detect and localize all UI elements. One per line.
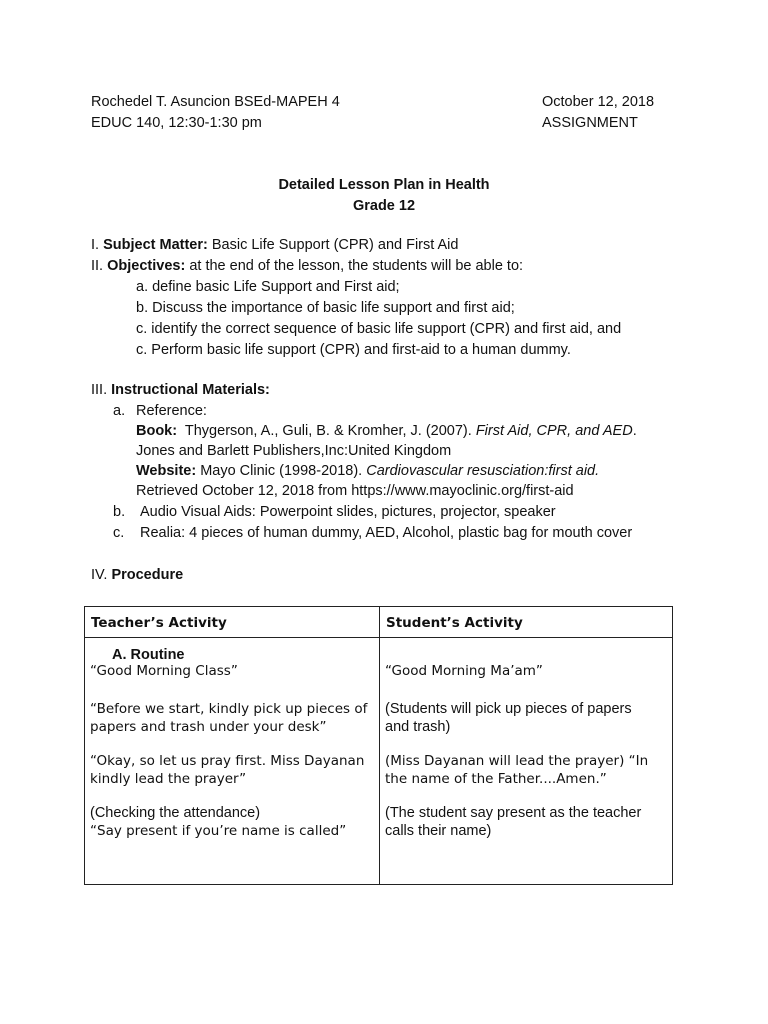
book-label: Book: (136, 423, 178, 439)
teacher-line: “Before we start, kindly pick up pieces of (90, 701, 368, 717)
table-header-row (85, 607, 673, 638)
book-end: . (632, 423, 637, 439)
teacher-line: “Good Morning Class” (90, 663, 238, 679)
table-row (85, 638, 673, 885)
table-header-cell (85, 607, 380, 638)
audio-visual-aids: Audio Visual Aids: Powerpoint slides, pictures, projector, speaker (140, 504, 556, 520)
website-citation: Mayo Clinic (1998-2018). (196, 463, 367, 479)
author-line: Rochedel T. Asuncion BSEd-MAPEH 4 (91, 94, 340, 110)
subject-text: Basic Life Support (CPR) and First Aid (207, 237, 459, 253)
book-publisher: Jones and Barlett Publishers,Inc:United Kingdom (136, 443, 452, 459)
objectives-heading (91, 256, 523, 276)
website-title: Cardiovascular resusciation:first aid. (366, 463, 600, 479)
list-marker: c. (113, 525, 125, 541)
table-header-cell (380, 607, 673, 638)
student-activity-cell (380, 638, 673, 885)
subject-matter (91, 235, 458, 255)
teacher-line: “Okay, so let us pray first. Miss Dayanan (90, 753, 365, 769)
book-citation: Thygerson, A., Guli, B. & Kromher, J. (2007). (177, 423, 476, 439)
teacher-activity-header: Teacher’s Activity (91, 615, 227, 631)
student-line: “Good Morning Ma’am” (385, 663, 543, 679)
procedure-table (84, 606, 673, 885)
teacher-activity-cell (85, 638, 380, 885)
materials-heading (91, 380, 270, 400)
student-line: (The student say present as the teacher (385, 805, 642, 821)
website-retrieved: Retrieved October 12, 2018 from https://www.mayoclinic.org/first-aid (136, 483, 574, 499)
grade-subtitle: Grade 12 (352, 198, 416, 214)
section-label: Instructional Materials: (111, 382, 270, 398)
document-title: Detailed Lesson Plan in Health (278, 177, 490, 193)
section-numeral: IV. (91, 567, 108, 583)
routine-heading: A. Routine (112, 647, 185, 663)
section-label: Subject Matter: (103, 237, 208, 253)
procedure-heading (91, 565, 183, 585)
teacher-line: kindly lead the prayer” (90, 771, 247, 787)
book-reference (136, 421, 637, 441)
student-line: and trash) (385, 719, 451, 735)
website-label: Website: (136, 463, 197, 479)
book-title: First Aid, CPR, and AED (475, 423, 633, 439)
student-line: calls their name) (385, 823, 492, 839)
student-line: (Students will pick up pieces of papers (385, 701, 632, 717)
assignment-label: ASSIGNMENT (542, 115, 638, 131)
teacher-line: (Checking the attendance) (90, 805, 261, 821)
section-label: Objectives: (107, 258, 186, 274)
course-line: EDUC 140, 12:30-1:30 pm (91, 115, 262, 131)
realia: Realia: 4 pieces of human dummy, AED, Alcohol, plastic bag for mouth cover (140, 525, 633, 541)
list-marker: b. (113, 504, 126, 520)
objective-item: c. Perform basic life support (CPR) and first-aid to a human dummy. (136, 342, 571, 358)
objective-item: b. Discuss the importance of basic life support and first aid; (136, 300, 515, 316)
reference-label: Reference: (136, 403, 207, 419)
teacher-line: papers and trash under your desk” (90, 719, 327, 735)
section-numeral: III. (91, 382, 108, 398)
section-numeral: II. (91, 258, 104, 274)
objective-item: c. identify the correct sequence of basic life support (CPR) and first aid, and (136, 321, 622, 337)
section-label: Procedure (111, 567, 184, 583)
section-numeral: I. (91, 237, 100, 253)
list-marker: a. (113, 403, 126, 419)
student-line: the name of the Father....Amen.” (385, 771, 607, 787)
student-line: (Miss Dayanan will lead the prayer) “In (385, 753, 649, 769)
teacher-line: “Say present if you’re name is called” (90, 823, 347, 839)
student-activity-header: Student’s Activity (386, 615, 523, 631)
date: October 12, 2018 (542, 94, 655, 110)
website-reference (136, 461, 599, 481)
objectives-intro: at the end of the lesson, the students will be able to: (185, 258, 524, 274)
objective-item: a. define basic Life Support and First aid; (136, 279, 400, 295)
